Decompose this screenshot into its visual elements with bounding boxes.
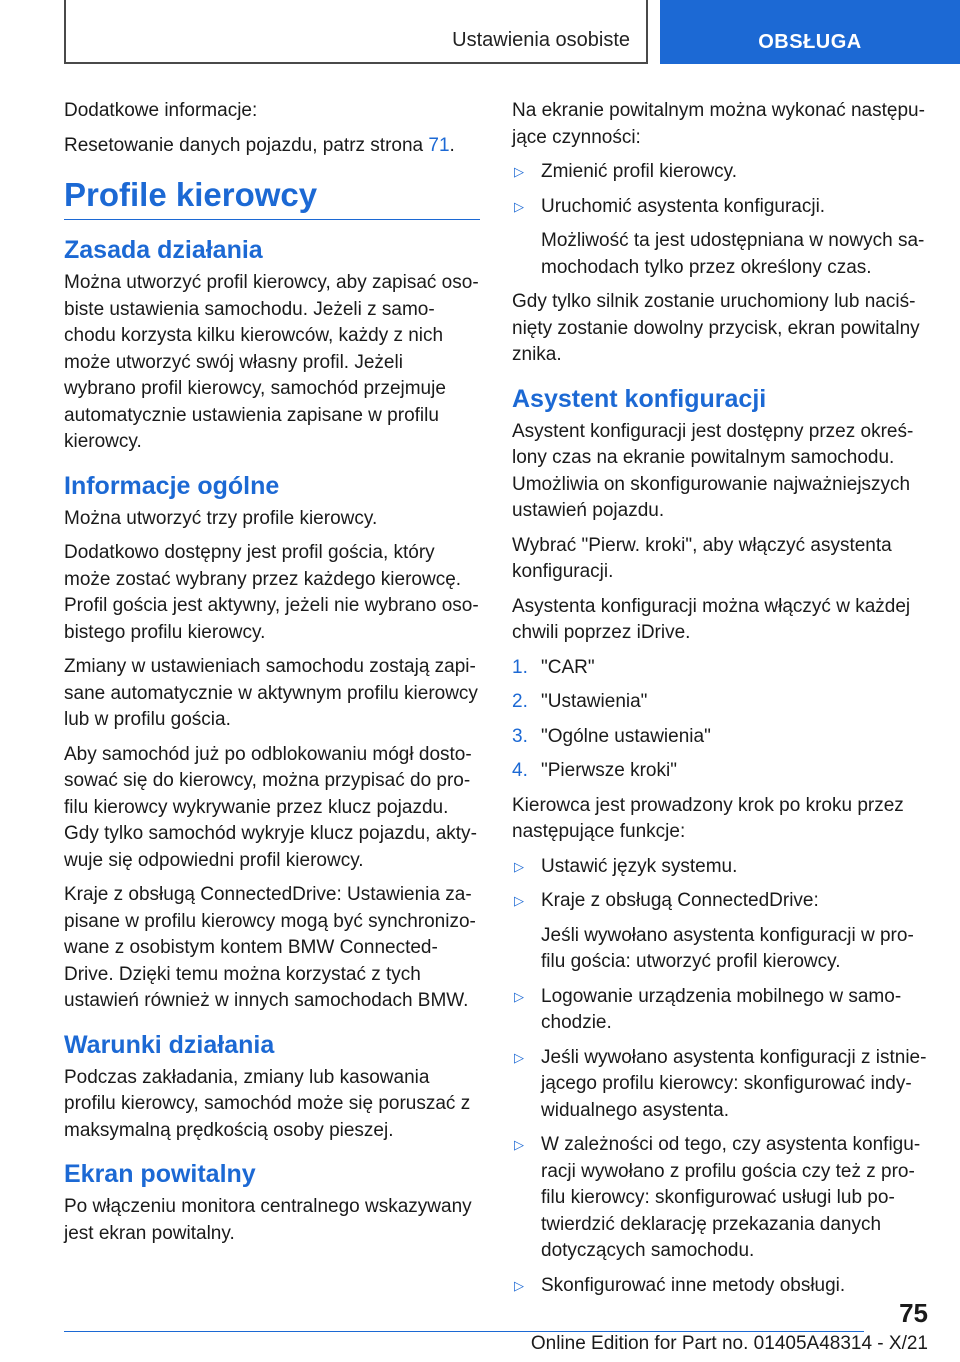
paragraph: Kierowca jest prowadzony krok po kroku przez następujące funkcje: [512,794,904,842]
chapter-tab[interactable] [660,0,960,64]
list-item: ▷ Uruchomić asystenta konfiguracji. [512,194,928,221]
list-item: ▷ W zależności od tego, czy asystenta konfiguracji wywołano z profilu gościa czy też z profilu kierowcy: skonfigurować usługi lub potwierdzić deklarację przekazania danych dotyczących samochodu. [514,1134,921,1261]
functions-list [512,854,928,915]
list-note: Jeśli wywołano asystenta konfiguracji w profilu gościa: utworzyć profil kierowcy. [541,924,914,972]
triangle-right-icon: ▷ [514,858,524,874]
paragraph: Asystenta konfiguracji można włączyć w każdej chwili poprzez iDrive. [512,595,911,643]
paragraph: Asystent konfiguracji jest dostępny przez określony czas na ekranie powitalnym samochodu. Umożliwia on skonfigurowanie najważniejszych ustawień pojazdu. [512,420,914,521]
section-heading-informacje: Informacje ogólne [64,471,280,500]
step-number: 2. [512,691,528,712]
triangle-right-icon: ▷ [514,164,524,179]
paragraph: Wybrać "Pierw. kroki", aby włączyć asystenta konfiguracji. [512,534,892,582]
triangle-right-icon: ▷ [514,893,524,908]
list-item: ▷ Jeśli wywołano asystenta konfiguracji z istniejącego profilu kierowcy: skonfigurować indywidualnego asystenta. [514,1046,927,1121]
info-end: . [449,134,455,156]
info-label: Dodatkowe informacje: [64,100,258,121]
page-title: Profile kierowcy [64,175,480,220]
list-note: Możliwość ta jest udostępniana w nowych samochodach tylko przez określony czas. [541,230,925,278]
paragraph: Po włączeniu monitora centralnego wskazywany jest ekran powitalny. [64,1196,472,1244]
right-column [512,98,928,1307]
triangle-right-icon: ▷ [514,1049,524,1065]
section-title: Ustawienia osobiste [452,29,630,51]
list-item: ▷ Skonfigurować inne metody obsługi. [512,1273,928,1300]
footer-divider [64,1331,864,1332]
paragraph: Na ekranie powitalnym można wykonać następujące czynności: [512,100,925,148]
paragraph: Kraje z obsługą ConnectedDrive: Ustawienia zapisane w profilu kierowcy mogą być synchronizowane z osobistym kontem BMW ConnectedDrive. Dzięki temu można korzystać z tych ustawień również w innych samochodach BMW. [64,884,476,1011]
list-item: ▷ Ustawić język systemu. [512,854,928,881]
info-paragraph [64,133,480,160]
paragraph: Można utworzyć trzy profile kierowcy. [64,507,378,529]
edition-note: Online Edition for Part no. 01405A48314 - X/21 [530,1333,928,1354]
list-item: ▷ Kraje z obsługą ConnectedDrive: [512,888,928,915]
step-number: 4. [512,760,528,781]
section-heading-zasada: Zasada działania [64,236,263,264]
step-number: 3. [512,725,528,747]
functions-list-cont [512,984,928,1300]
header-section-box [64,0,648,64]
section-heading-warunki: Warunki działania [64,1030,275,1059]
paragraph: Aby samochód już po odblokowaniu mógł dostosować się do kierowcy, można przypisać do profilu kierowcy wykrywanie przez klucz pojazdu. Gdy tylko samochód wykryje klucz pojazdu, aktywuje się odpowiedni profil kierowcy. [64,743,477,871]
left-column [64,98,480,1255]
step-item: 2. "Ustawienia" [512,689,928,716]
paragraph: Podczas zakładania, zmiany lub kasowania profilu kierowcy, samochód może się poruszać z maksymalną prędkością osoby pieszej. [64,1066,471,1141]
welcome-actions-list [512,159,928,220]
page-link[interactable]: 71 [428,134,450,156]
paragraph: Zmiany w ustawieniach samochodu zostają zapisane automatycznie w aktywnym profilu kierowcy lub w profilu gościa. [64,656,478,730]
paragraph: Dodatkowo dostępny jest profil gościa, który może zostać wybrany przez każdego kierowcę. Profil gościa jest aktywny, jeżeli nie wybrano osobistego profilu kierowcy. [64,542,479,643]
step-item: 4. "Pierwsze kroki" [512,758,928,785]
step-number: 1. [512,656,528,678]
step-item: 3. "Ogólne ustawienia" [512,724,928,751]
chapter-tab-label: OBSŁUGA [758,31,862,53]
section-heading-ekran: Ekran powitalny [64,1160,256,1188]
list-item: ▷ Logowanie urządzenia mobilnego w samochodzie. [514,985,902,1033]
steps-list [512,655,928,785]
list-item: ▷ Zmienić profil kierowcy. [512,159,928,186]
triangle-right-icon: ▷ [514,988,524,1004]
section-heading-asystent: Asystent konfiguracji [512,384,767,413]
page-number: 75 [899,1298,928,1328]
paragraph: Gdy tylko silnik zostanie uruchomiony lub naciśnięty zostanie dowolny przycisk, ekran powitalny znika. [512,291,920,365]
paragraph: Można utworzyć profil kierowcy, aby zapisać osobiste ustawienia samochodu. Jeżeli z samochodu korzysta kilku kierowców, każdy z nich może utworzyć swój własny profil. Jeżeli wybrano profil kierowcy, samochód przejmuje automatycznie ustawienia zapisane w profilu kierowcy. [64,272,479,452]
triangle-right-icon: ▷ [514,1137,524,1152]
info-text: Resetowanie danych pojazdu, patrz strona [64,134,429,156]
triangle-right-icon: ▷ [514,198,524,214]
triangle-right-icon: ▷ [514,1277,524,1293]
step-item: 1. "CAR" [512,655,928,682]
